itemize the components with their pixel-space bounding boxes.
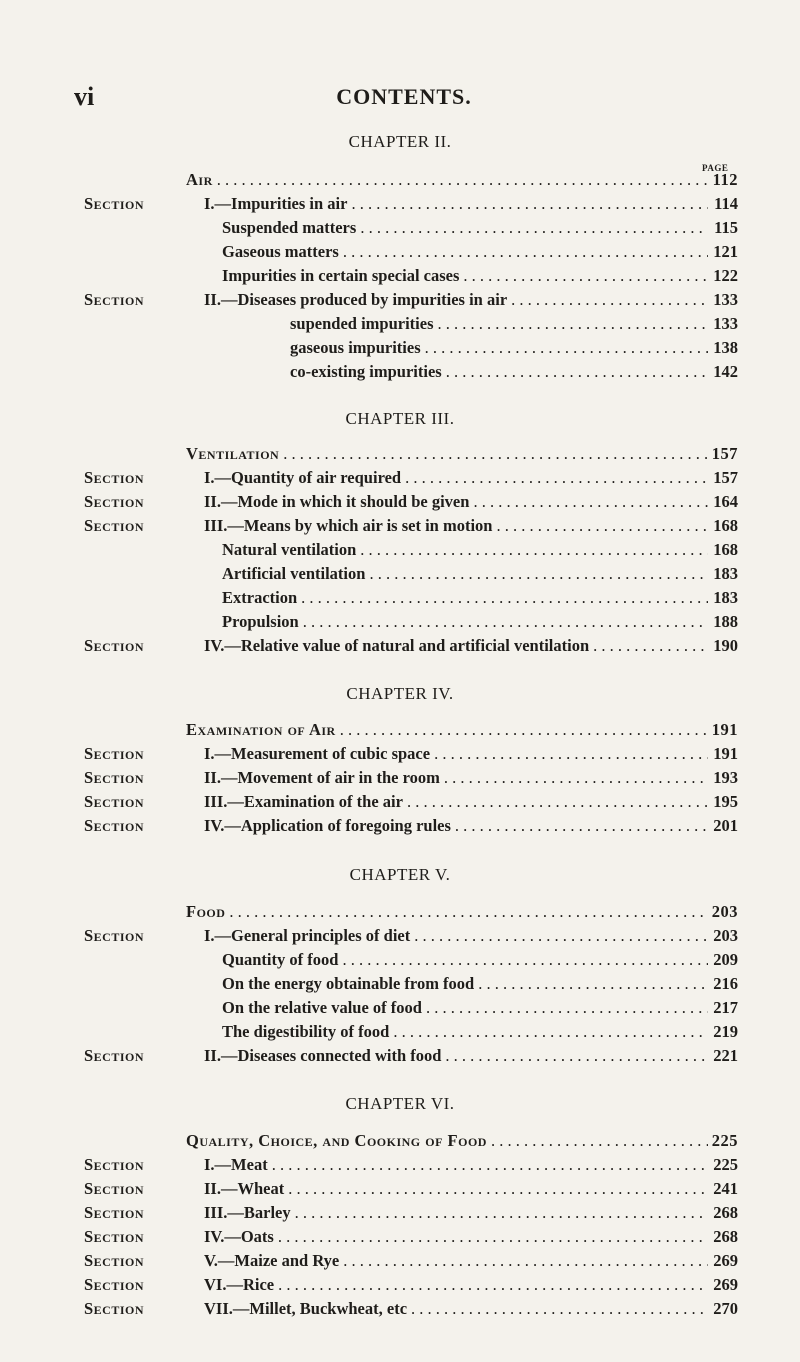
toc-entry <box>84 792 738 814</box>
page-ref: 164 <box>713 492 738 511</box>
dot-leader <box>473 492 708 512</box>
toc-entry <box>84 1155 738 1177</box>
entry-title: III.—Examination of the air <box>204 792 403 811</box>
page-ref: 115 <box>714 218 738 237</box>
dot-leader <box>360 218 708 238</box>
section-label: Section <box>84 816 145 835</box>
dot-leader <box>434 744 708 764</box>
toc-entry <box>222 950 738 972</box>
chapter-heading: CHAPTER II. <box>348 132 452 151</box>
entry-title: gaseous impurities <box>290 338 421 357</box>
entry-title: Ventilation <box>186 444 280 463</box>
page-header <box>74 82 734 112</box>
page-ref: 193 <box>713 768 738 787</box>
toc-entry <box>290 314 738 336</box>
dot-leader <box>340 720 708 740</box>
dot-leader <box>295 1203 708 1223</box>
dot-leader <box>463 266 708 286</box>
section-label: Section <box>84 290 145 309</box>
toc-entry <box>222 612 738 634</box>
dot-leader <box>301 588 708 608</box>
page-ref: 142 <box>713 362 738 381</box>
page-ref: 122 <box>713 266 738 285</box>
dot-leader <box>342 950 708 970</box>
toc-entry <box>66 1131 738 1153</box>
toc-entry <box>222 242 738 264</box>
dot-leader <box>511 290 708 310</box>
dot-leader <box>217 170 708 190</box>
toc-entry <box>84 492 738 514</box>
page-column-label: PAGE <box>702 163 729 173</box>
chapter-heading: CHAPTER III. <box>345 409 455 428</box>
dot-leader <box>414 926 708 946</box>
toc-entry <box>66 720 738 742</box>
toc-entry <box>84 1275 738 1297</box>
toc-entry <box>84 1299 738 1321</box>
dot-leader <box>445 1046 708 1066</box>
page-ref: 191 <box>711 720 738 739</box>
page-ref: 209 <box>713 950 738 969</box>
entry-title: Suspended matters <box>222 218 357 237</box>
page-ref: 241 <box>713 1179 738 1198</box>
entry-title: Food <box>186 902 226 921</box>
dot-leader <box>393 1022 708 1042</box>
toc-entry <box>84 1203 738 1225</box>
section-label: Section <box>84 468 145 487</box>
section-label: Section <box>84 194 145 213</box>
entry-title: II.—Diseases connected with food <box>204 1046 442 1065</box>
entry-title: Quality, Choice, and Cooking of Food <box>186 1131 487 1150</box>
toc-entry <box>84 636 738 658</box>
entry-title: I.—Impurities in air <box>204 194 348 213</box>
toc-entry <box>84 1251 738 1273</box>
page-ref: 225 <box>713 1155 738 1174</box>
entry-title: Impurities in certain special cases <box>222 266 460 285</box>
section-label: Section <box>84 636 145 655</box>
entry-title: IV.—Oats <box>204 1227 274 1246</box>
entry-title: I.—Meat <box>204 1155 268 1174</box>
dot-leader <box>278 1227 708 1247</box>
dot-leader <box>272 1155 708 1175</box>
page-ref: 191 <box>713 744 738 763</box>
section-label: Section <box>84 1227 145 1246</box>
dot-leader <box>343 1251 708 1271</box>
page-ref: 121 <box>713 242 738 261</box>
page-ref: 133 <box>713 290 738 309</box>
chapter-heading: CHAPTER IV. <box>346 684 454 703</box>
dot-leader <box>444 768 708 788</box>
dot-leader <box>407 792 708 812</box>
section-label: Section <box>84 1155 145 1174</box>
entry-title: II.—Diseases produced by impurities in air <box>204 290 508 309</box>
dot-leader <box>343 242 708 262</box>
entry-title: I.—General principles of diet <box>204 926 411 945</box>
toc-entry <box>84 1227 738 1249</box>
dot-leader <box>478 974 708 994</box>
dot-leader <box>426 998 708 1018</box>
toc-entry <box>66 444 738 466</box>
section-label: Section <box>84 768 145 787</box>
section-label: Section <box>84 926 145 945</box>
entry-title: IV.—Relative value of natural and artificial ventilation <box>204 636 590 655</box>
dot-leader <box>455 816 708 836</box>
entry-title: Air <box>186 170 213 189</box>
toc-entry <box>84 290 738 312</box>
dot-leader <box>438 314 709 334</box>
toc-entry <box>290 338 738 360</box>
entry-title: V.—Maize and Rye <box>204 1251 340 1270</box>
toc-entry <box>84 468 738 490</box>
page-ref: 168 <box>713 540 738 559</box>
entry-title: VI.—Rice <box>204 1275 275 1294</box>
toc-entry <box>290 362 738 384</box>
toc-entry <box>222 588 738 610</box>
entry-title: Gaseous matters <box>222 242 339 261</box>
toc-entry <box>84 1046 738 1068</box>
dot-leader <box>496 516 708 536</box>
page-ref: 201 <box>713 816 738 835</box>
page-ref: 157 <box>713 468 738 487</box>
section-label: Section <box>84 516 145 535</box>
toc-entry <box>222 266 738 288</box>
section-label: Section <box>84 1203 145 1222</box>
entry-title: On the relative value of food <box>222 998 422 1017</box>
dot-leader <box>593 636 708 656</box>
dot-leader <box>303 612 708 632</box>
entry-title: supended impurities <box>290 314 434 333</box>
page-ref: 203 <box>711 902 738 921</box>
entry-title: II.—Mode in which it should be given <box>204 492 470 511</box>
page-ref: 269 <box>713 1275 738 1294</box>
toc-entry <box>222 564 738 586</box>
dot-leader <box>411 1299 708 1319</box>
page-ref: 221 <box>713 1046 738 1065</box>
section-label: Section <box>84 1251 145 1270</box>
dot-leader <box>351 194 708 214</box>
page-ref: 269 <box>713 1251 738 1270</box>
toc-entry <box>84 744 738 766</box>
page-ref: 203 <box>713 926 738 945</box>
dot-leader <box>278 1275 708 1295</box>
toc-entry <box>222 540 738 562</box>
toc-entry <box>222 218 738 240</box>
toc-entry <box>84 516 738 538</box>
page-ref: 138 <box>713 338 738 357</box>
entry-title: Examination of Air <box>186 720 336 739</box>
section-label: Section <box>84 1299 145 1318</box>
entry-title: Artificial ventilation <box>222 564 366 583</box>
section-label: Section <box>84 492 145 511</box>
page-ref: 190 <box>713 636 738 655</box>
entry-title: II.—Wheat <box>204 1179 285 1198</box>
page-ref: 270 <box>713 1299 738 1318</box>
page-ref: 188 <box>713 612 738 631</box>
entry-title: Propulsion <box>222 612 299 631</box>
entry-title: co-existing impurities <box>290 362 442 381</box>
page-number: vi <box>74 82 95 111</box>
dot-leader <box>446 362 708 382</box>
section-label: Section <box>84 792 145 811</box>
page-ref: 114 <box>714 194 738 213</box>
page-ref: 268 <box>713 1227 738 1246</box>
entry-title: On the energy obtainable from food <box>222 974 475 993</box>
chapter-heading: CHAPTER VI. <box>345 1094 455 1113</box>
page-ref: 133 <box>713 314 738 333</box>
toc-entry <box>222 974 738 996</box>
page-ref: 183 <box>713 564 738 583</box>
dot-leader <box>491 1131 708 1151</box>
dot-leader <box>425 338 708 358</box>
toc-entry <box>66 902 738 924</box>
entry-title: I.—Measurement of cubic space <box>204 744 431 763</box>
section-label: Section <box>84 1179 145 1198</box>
page-ref: 225 <box>711 1131 738 1150</box>
dot-leader <box>283 444 708 464</box>
page-ref: 157 <box>711 444 738 463</box>
chapter-heading: CHAPTER V. <box>349 865 451 884</box>
dot-leader <box>288 1179 708 1199</box>
dot-leader <box>360 540 708 560</box>
entry-title: Extraction <box>222 588 298 607</box>
entry-title: Natural ventilation <box>222 540 357 559</box>
toc-entry <box>84 1179 738 1201</box>
toc-entry <box>222 1022 738 1044</box>
dot-leader <box>405 468 708 488</box>
toc-entry <box>222 998 738 1020</box>
page-ref: 219 <box>713 1022 738 1041</box>
entry-title: III.—Barley <box>204 1203 291 1222</box>
entry-title: Quantity of food <box>222 950 339 969</box>
page-ref: 216 <box>713 974 738 993</box>
toc-entry <box>84 768 738 790</box>
entry-title: The digestibility of food <box>222 1022 390 1041</box>
page-ref: 183 <box>713 588 738 607</box>
toc-entry <box>84 926 738 948</box>
running-head: CONTENTS. <box>336 84 472 109</box>
dot-leader <box>369 564 708 584</box>
page-ref: 217 <box>713 998 738 1017</box>
section-label: Section <box>84 1275 145 1294</box>
toc-entry <box>66 170 738 192</box>
dot-leader <box>229 902 707 922</box>
page-ref: 195 <box>713 792 738 811</box>
entry-title: I.—Quantity of air required <box>204 468 402 487</box>
section-label: Section <box>84 744 145 763</box>
page-ref: 268 <box>713 1203 738 1222</box>
section-label: Section <box>84 1046 145 1065</box>
entry-title: VII.—Millet, Buckwheat, etc <box>204 1299 408 1318</box>
page-ref: 168 <box>713 516 738 535</box>
entry-title: II.—Movement of air in the room <box>204 768 440 787</box>
entry-title: IV.—Application of foregoing rules <box>204 816 451 835</box>
toc-entry <box>84 816 738 838</box>
page-ref: 112 <box>712 170 738 189</box>
toc-entry <box>84 194 738 216</box>
entry-title: III.—Means by which air is set in motion <box>204 516 493 535</box>
